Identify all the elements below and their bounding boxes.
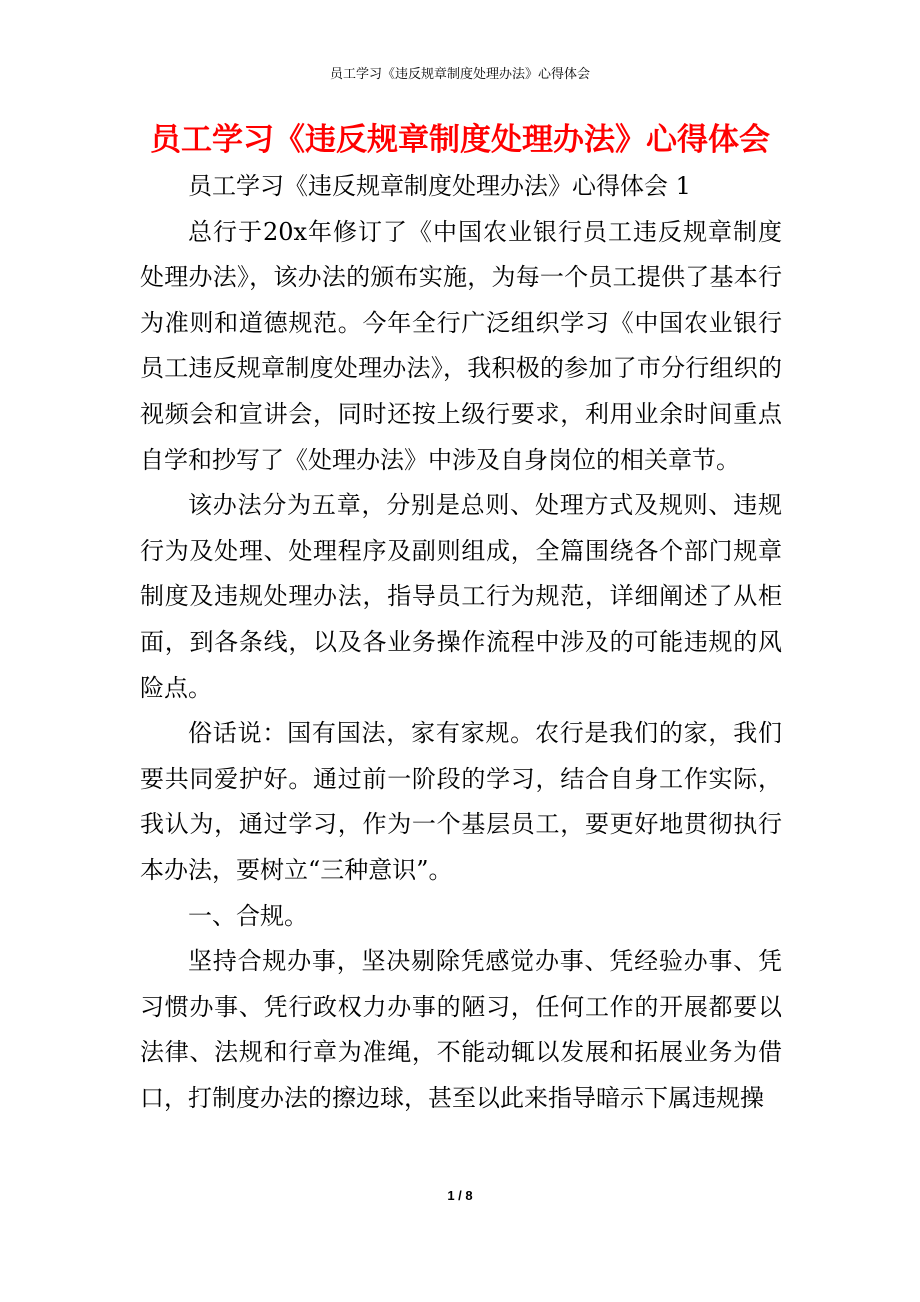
body-paragraph: 坚持合规办事，坚决剔除凭感觉办事、凭经验办事、凭习惯办事、凭行政权力办事的陋习，任何工作的开展都要以法律、法规和行章为准绳，不能动辄以发展和拓展业务为借口，打制度办法的擦边球，甚至以此来指导暗示下属违规操 (140, 947, 782, 1112)
running-header: 员工学习《违反规章制度处理办法》心得体会 (329, 67, 590, 82)
document-title: 员工学习《违反规章制度处理办法》心得体会 (150, 122, 770, 158)
section-subtitle: 员工学习《违反规章制度处理办法》心得体会 1 (188, 172, 691, 200)
body-paragraph: 俗话说：国有国法，家有家规。农行是我们的家，我们要共同爱护好。通过前一阶段的学习，结合自身工作实际，我认为，通过学习，作为一个基层员工，要更好地贯彻执行本办法，要树立“三种意识”。 (140, 719, 782, 884)
body-paragraph: 该办法分为五章，分别是总则、处理方式及规则、违规行为及处理、处理程序及副则组成，全篇围绕各个部门规章制度及违规处理办法，指导员工行为规范，详细阐述了从柜面，到各条线，以及各业务操作流程中涉及的可能违规的风险点。 (140, 491, 782, 702)
page-number: 1 / 8 (447, 1188, 473, 1203)
document-body (140, 164, 782, 1121)
body-paragraph: 总行于20x年修订了《中国农业银行员工违反规章制度处理办法》，该办法的颁布实施，为每一个员工提供了基本行为准则和道德规范。今年全行广泛组织学习《中国农业银行员工违反规章制度处理办法》，我积极的参加了市分行组织的视频会和宣讲会，同时还按上级行要求，利用业余时间重点自学和抄写了《处理办法》中涉及自身岗位的相关章节。 (140, 217, 782, 474)
section-heading: 一、合规。 (188, 901, 308, 930)
